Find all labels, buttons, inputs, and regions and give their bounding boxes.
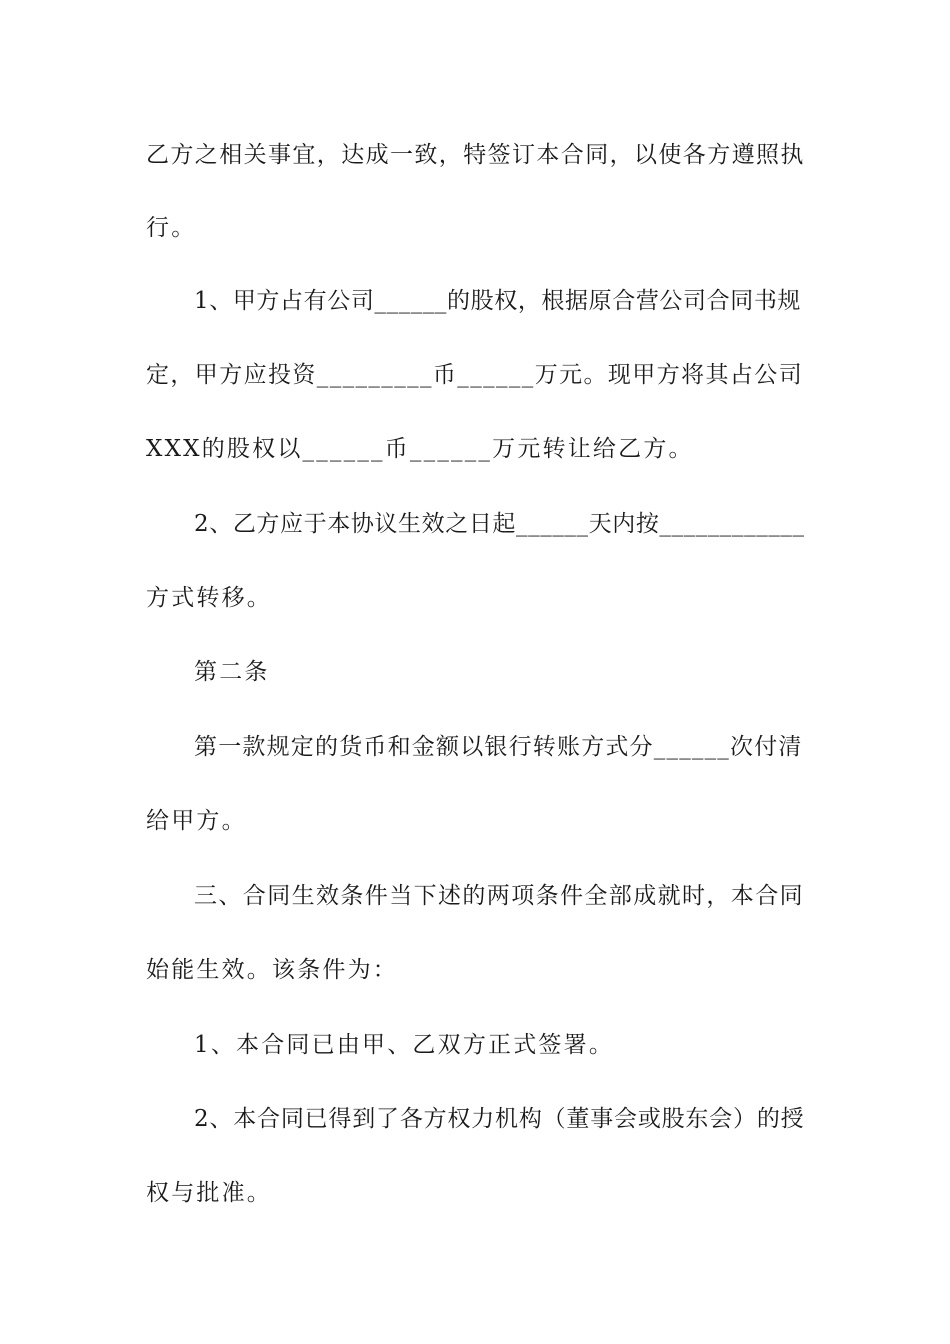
text-line: 2、本合同已得到了各方权力机构（董事会或股东会）的授 [194, 1106, 805, 1132]
text-line: 权与批准。 [146, 1180, 272, 1206]
text-line: XXX的股权以______币______万元转让给乙方。 [146, 436, 694, 462]
text-line: 定，甲方应投资_________币______万元。现甲方将其占公司 [146, 362, 804, 388]
text-line: 方式转移。 [146, 585, 272, 611]
text-line: 三、合同生效条件当下述的两项条件全部成就时，本合同 [194, 883, 804, 909]
text-line: 2、乙方应于本协议生效之日起______天内按____________ [194, 511, 805, 537]
text-line: 行。 [146, 215, 197, 241]
text-line: 乙方之相关事宜，达成一致，特签订本合同，以使各方遵照执 [146, 142, 805, 168]
text-line: 给甲方。 [146, 808, 247, 834]
text-line: 始能生效。该条件为： [146, 957, 398, 983]
text-line: 1、甲方占有公司______的股权，根据原合营公司合同书规 [194, 288, 802, 314]
text-line: 1、本合同已由甲、乙双方正式签署。 [194, 1032, 615, 1058]
section-heading: 第二条 [194, 659, 270, 685]
text-line: 第一款规定的货币和金额以银行转账方式分______次付清 [194, 734, 803, 760]
